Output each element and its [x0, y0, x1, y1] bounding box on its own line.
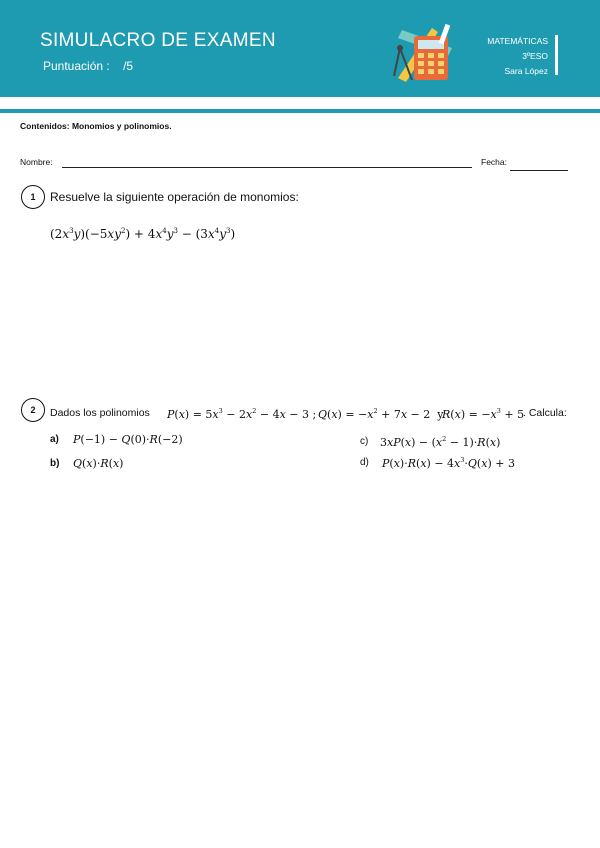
item-c-expression: $3xP(x) - (x^2 - 1)\cdot R(x)$	[380, 435, 501, 449]
contents-line: Contenidos: Monomios y polinomios.	[20, 121, 172, 131]
subject: MATEMÁTICAS	[487, 36, 548, 46]
author: Sara López	[504, 66, 548, 76]
item-c-label: c)	[360, 436, 369, 447]
item-d-expression: $P(x)\cdot R(x) - 4x^3\cdot Q(x) + 3$	[382, 456, 515, 470]
date-label: Fecha:	[481, 157, 507, 167]
header-divider	[0, 109, 600, 113]
date-field-line[interactable]	[510, 170, 568, 171]
polynomial-p: $P(x) = 5x^3 - 2x^2 - 4x - 3$ ;	[167, 407, 317, 421]
level: 3ºESO	[522, 51, 548, 61]
question-1-text: Resuelve la siguiente operación de monomios:	[50, 190, 299, 204]
polynomial-q: $Q(x) = -x^2 + 7x - 2$ y	[318, 407, 444, 421]
info-accent-bar	[555, 35, 558, 75]
name-label: Nombre:	[20, 157, 53, 167]
question-1-number: 1	[21, 185, 45, 209]
score-max: /5	[123, 59, 134, 73]
question-2-number: 2	[21, 398, 45, 422]
score-label: Puntuación :	[43, 59, 110, 73]
question-2-tail: . Calcula:	[523, 407, 567, 419]
question-2-text: Dados los polinomios	[50, 407, 150, 419]
item-a-expression: P(−1) − Q(0)·R(−2)	[73, 433, 183, 446]
calculator-ruler-compass-illustration	[392, 18, 462, 88]
course-info	[487, 34, 548, 79]
item-a-label: a)	[50, 434, 59, 445]
exam-title: SIMULACRO DE EXAMEN	[40, 30, 276, 51]
question-1-expression: $(2x^3y)(-5xy^2) + 4x^4y^3 - (3x^4y^3)$	[50, 227, 236, 241]
item-b-label: b)	[50, 458, 60, 469]
name-field-line[interactable]	[62, 167, 472, 168]
score-line	[43, 59, 133, 73]
item-b-expression: Q(x)·R(x)	[73, 457, 124, 470]
item-d-label: d)	[360, 457, 369, 468]
polynomial-r: $R(x) = -x^3 + 5$	[442, 407, 525, 421]
